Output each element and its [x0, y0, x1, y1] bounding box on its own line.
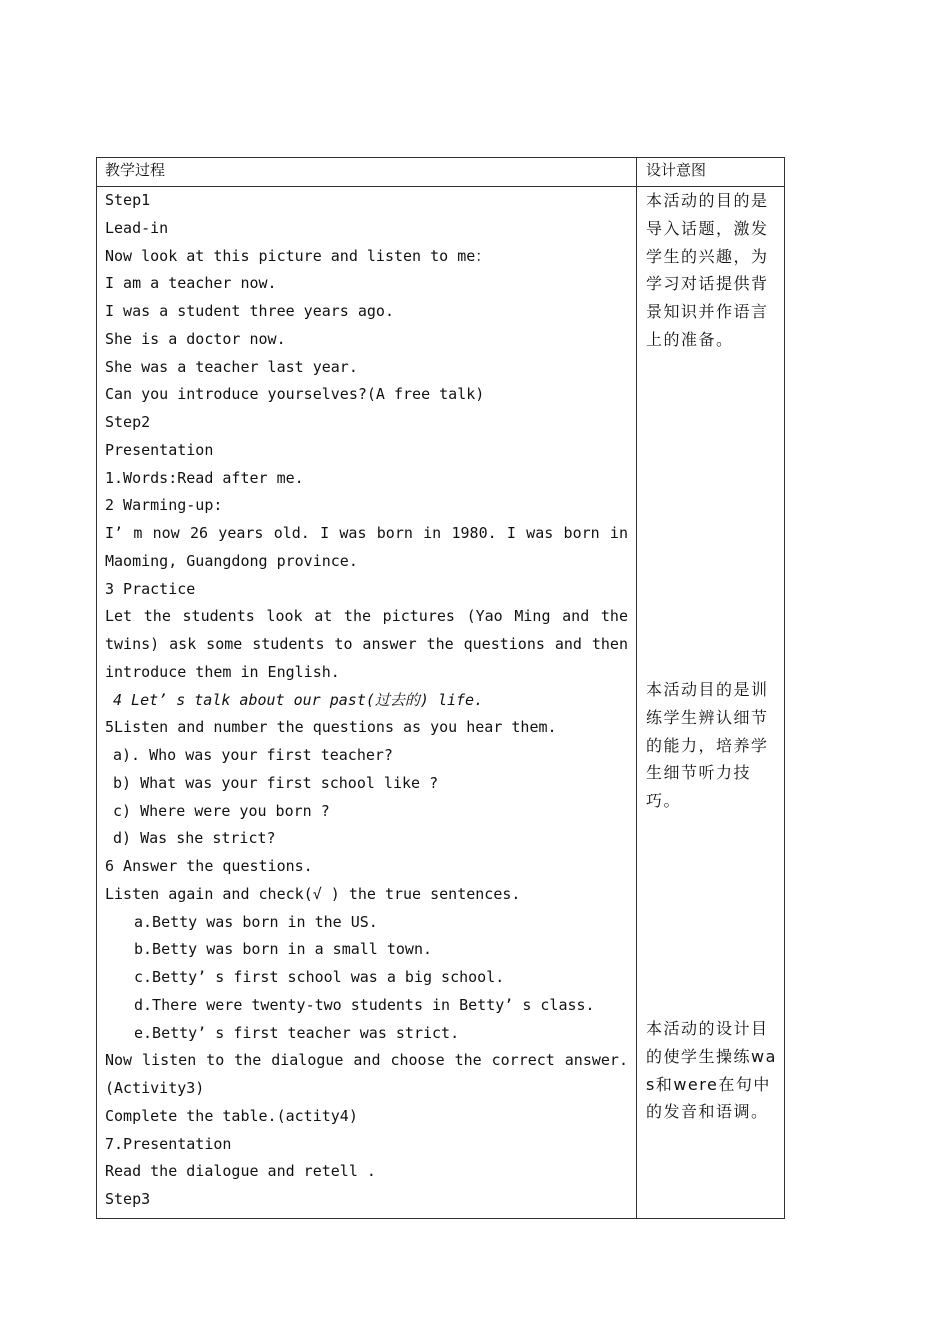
text-line: c.Betty’ s first school was a big school. — [134, 968, 505, 986]
text-line: a). Who was your first teacher? — [113, 746, 393, 764]
text-line: twins) ask some students to answer the questions and then — [105, 635, 628, 653]
text-line: Now look at this picture and listen to me： — [105, 246, 491, 265]
text-line: I’ m now 26 years old. I was born in 1980. I was born in — [105, 524, 628, 542]
text-line: 3 Practice — [105, 579, 196, 598]
teaching-process-column — [105, 187, 628, 1214]
design-intent-note-2: 本活动目的是训练学生辨认细节的能力，培养学生细节听力技巧。 — [646, 680, 769, 810]
text-line: Step2 — [105, 413, 151, 431]
text-line: introduce them in English. — [105, 662, 340, 681]
lesson-plan-table — [96, 157, 785, 1219]
design-intent-note-1: 本活动的目的是导入话题，激发学生的兴趣，为学习对话提供背景知识并作语言上的准备。 — [646, 191, 769, 349]
text-line: I was a student three years ago. — [105, 302, 394, 320]
text-line: Can you introduce yourselves?(A free talk) — [105, 385, 485, 404]
text-line: c) Where were you born ? — [113, 801, 330, 820]
table-header-row — [97, 158, 784, 187]
text-line: Maoming, Guangdong province. — [105, 551, 358, 570]
text-line: She is a doctor now. — [105, 329, 286, 348]
text-line: d.There were twenty-two students in Betty’ s class. — [134, 995, 595, 1014]
text-line: a.Betty was born in the US. — [134, 912, 378, 931]
text-line: Presentation — [105, 440, 214, 459]
text-line: Let the students look at the pictures (Yao Ming and the — [105, 607, 628, 626]
text-line: Now listen to the dialogue and choose the correct answer. — [105, 1051, 628, 1070]
design-intent-note-3: 本活动的设计目的使学生操练was和were在句中的发音和语调。 — [646, 1019, 777, 1122]
text-line: d) Was she strict? — [113, 829, 276, 848]
text-line: Read the dialogue and retell . — [105, 1162, 376, 1181]
text-line: She was a teacher last year. — [105, 357, 358, 376]
text-line: 6 Answer the questions. — [105, 857, 313, 875]
text-line: Complete the table.(actity4) — [105, 1106, 358, 1125]
text-line: Listen again and check(√ ) the true sentences. — [105, 884, 521, 903]
text-line: I am a teacher now. — [105, 274, 277, 293]
text-line: Step1 — [105, 191, 151, 209]
text-line: Lead-in — [105, 218, 169, 237]
text-line: b) What was your first school like ? — [113, 773, 439, 792]
text-line: 7.Presentation — [105, 1134, 232, 1153]
text-line: e.Betty’ s first teacher was strict. — [134, 1023, 460, 1042]
header-teaching-process: 教学过程 — [105, 161, 166, 179]
text-line: (Activity3) — [105, 1079, 205, 1097]
text-line: 5Listen and number the questions as you hear them. — [105, 718, 557, 737]
text-line: 4 Let’ s talk about our past(过去的) life. — [113, 690, 484, 709]
text-line: 2 Warming-up: — [105, 496, 223, 515]
text-line: 1.Words:Read after me. — [105, 468, 304, 487]
text-line: Step3 — [105, 1190, 151, 1208]
header-design-intent: 设计意图 — [646, 161, 707, 179]
text-line: b.Betty was born in a small town. — [134, 940, 433, 959]
column-divider — [636, 158, 637, 1218]
